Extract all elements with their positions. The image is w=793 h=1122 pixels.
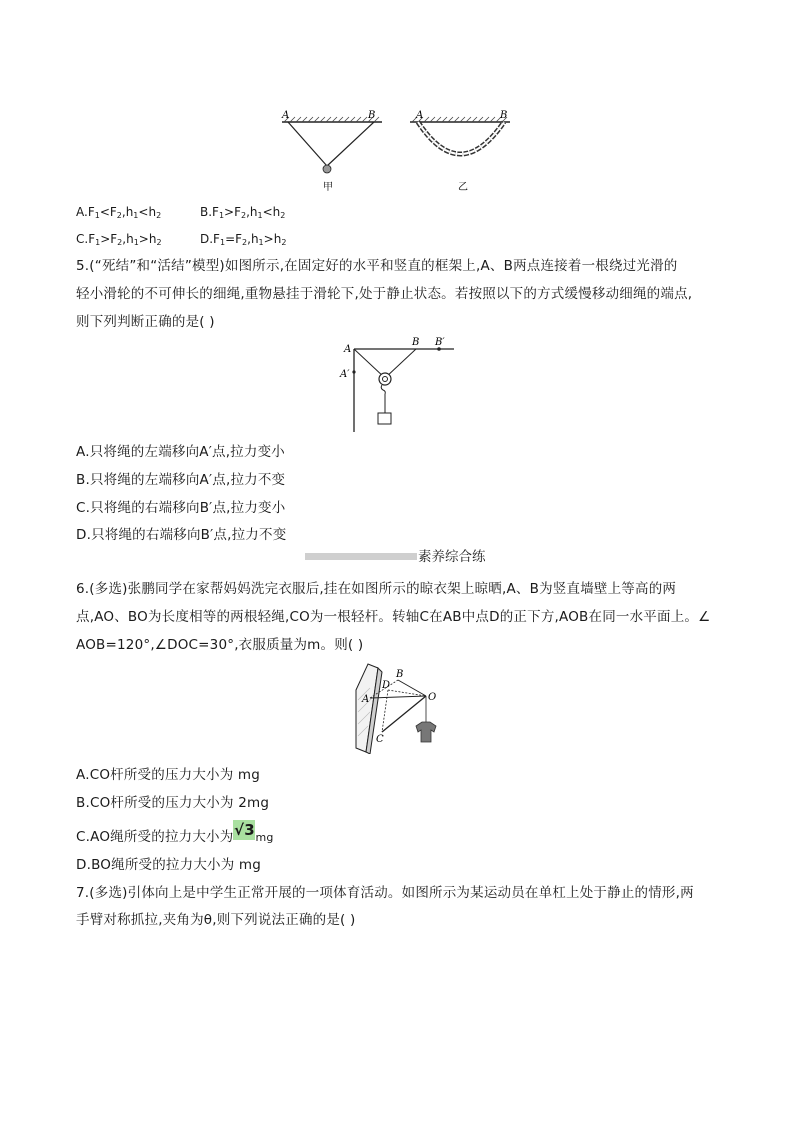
q6-line-1: 6.(多选)张鹏同学在家帮妈妈洗完衣服后,挂在如图所示的晾衣架上晾晒,A、B为竖直墙壁上等高的两 <box>76 581 677 597</box>
q6-option-c-text: C.AO绳所受的拉力大小为 <box>76 829 234 845</box>
figure-jia-yi <box>270 108 530 196</box>
fig5-a-prime: A′ <box>340 369 350 380</box>
q5-line-1: 5.(“死结”和“活结”模型)如图所示,在固定好的水平和竖直的框架上,A、B两点连接着一根绕过光滑的 <box>76 258 678 274</box>
q5-option-b: B.只将绳的左端移向A′点,拉力不变 <box>76 472 286 488</box>
rope-left-a <box>288 122 327 166</box>
q6-option-c <box>76 821 274 847</box>
q6-option-d: D.BO绳所受的拉力大小为 mg <box>76 857 262 873</box>
rope-b <box>385 349 416 378</box>
q7-line-2: 手臂对称抓拉,夹角为θ,则下列说法正确的是( ) <box>76 912 356 928</box>
figure-clothes-rack <box>352 660 448 754</box>
q5-line-3: 则下列判断正确的是( ) <box>76 314 215 330</box>
fig6-c: C <box>376 734 384 745</box>
section-title: 素养综合练 <box>418 549 486 565</box>
pulley-inner <box>383 377 388 382</box>
fig1-left-caption: 甲 <box>323 182 333 193</box>
q5-option-d: D.只将绳的右端移向B′点,拉力不变 <box>76 527 287 543</box>
fig1-left-a: A <box>282 110 290 121</box>
q4-option-d: $D.F_1=F_2,h_1>h_2$ <box>200 232 287 247</box>
q6-line-3: AOB=120°,∠DOC=30°,衣服质量为m。则( ) <box>76 637 364 653</box>
fig5-b-prime: B′ <box>435 337 445 348</box>
q6-option-b: B.CO杆所受的压力大小为 2mg <box>76 795 270 811</box>
q6-option-a: A.CO杆所受的压力大小为 mg <box>76 767 261 783</box>
sqrt3-formula: √3 <box>234 821 255 839</box>
shirt-icon <box>416 722 436 742</box>
weight-ball <box>323 165 331 173</box>
q6-line-2: 点,AO、BO为长度相等的两根轻绳,CO为一根轻杆。转轴C在AB中点D的正下方,AOB在同一水平面上。∠ <box>76 609 711 625</box>
q4-option-a: $A.F_1<F_2,h_1<h_2$ <box>76 205 162 220</box>
fig6-a: A <box>362 694 370 705</box>
fig1-right-caption: 乙 <box>458 182 468 193</box>
fig1-right-b: B <box>500 110 508 121</box>
q4-option-b: $B.F_1>F_2,h_1<h_2$ <box>200 205 286 220</box>
fig1-left-b: B <box>368 110 376 121</box>
hanging-weight <box>378 413 391 424</box>
fig6-d: D <box>382 680 391 691</box>
q6-option-c-unit: mg <box>255 831 274 844</box>
fig1-right-a: A <box>416 110 424 121</box>
fig5-a: A <box>344 344 352 355</box>
fig6-b: B <box>396 669 404 680</box>
q7-line-1: 7.(多选)引体向上是中学生正常开展的一项体育活动。如图所示为某运动员在单杠上处于静止的情形,两 <box>76 885 694 901</box>
figure-pulley-frame <box>336 336 460 436</box>
section-bar <box>305 553 417 560</box>
fig5-b: B <box>412 337 420 348</box>
point-a-prime <box>352 370 355 373</box>
q4-option-c: $C.F_1>F_2,h_1>h_2$ <box>76 232 162 247</box>
q5-line-2: 轻小滑轮的不可伸长的细绳,重物悬挂于滑轮下,处于静止状态。若按照以下的方式缓慢移动细绳的端点, <box>76 286 693 302</box>
rope-bo <box>398 680 426 696</box>
fig6-o: O <box>428 692 437 703</box>
q5-option-a: A.只将绳的左端移向A′点,拉力变小 <box>76 444 285 460</box>
q5-option-c: C.只将绳的右端移向B′点,拉力变小 <box>76 500 286 516</box>
rope-a <box>354 349 385 378</box>
rope-left-b <box>327 122 374 166</box>
